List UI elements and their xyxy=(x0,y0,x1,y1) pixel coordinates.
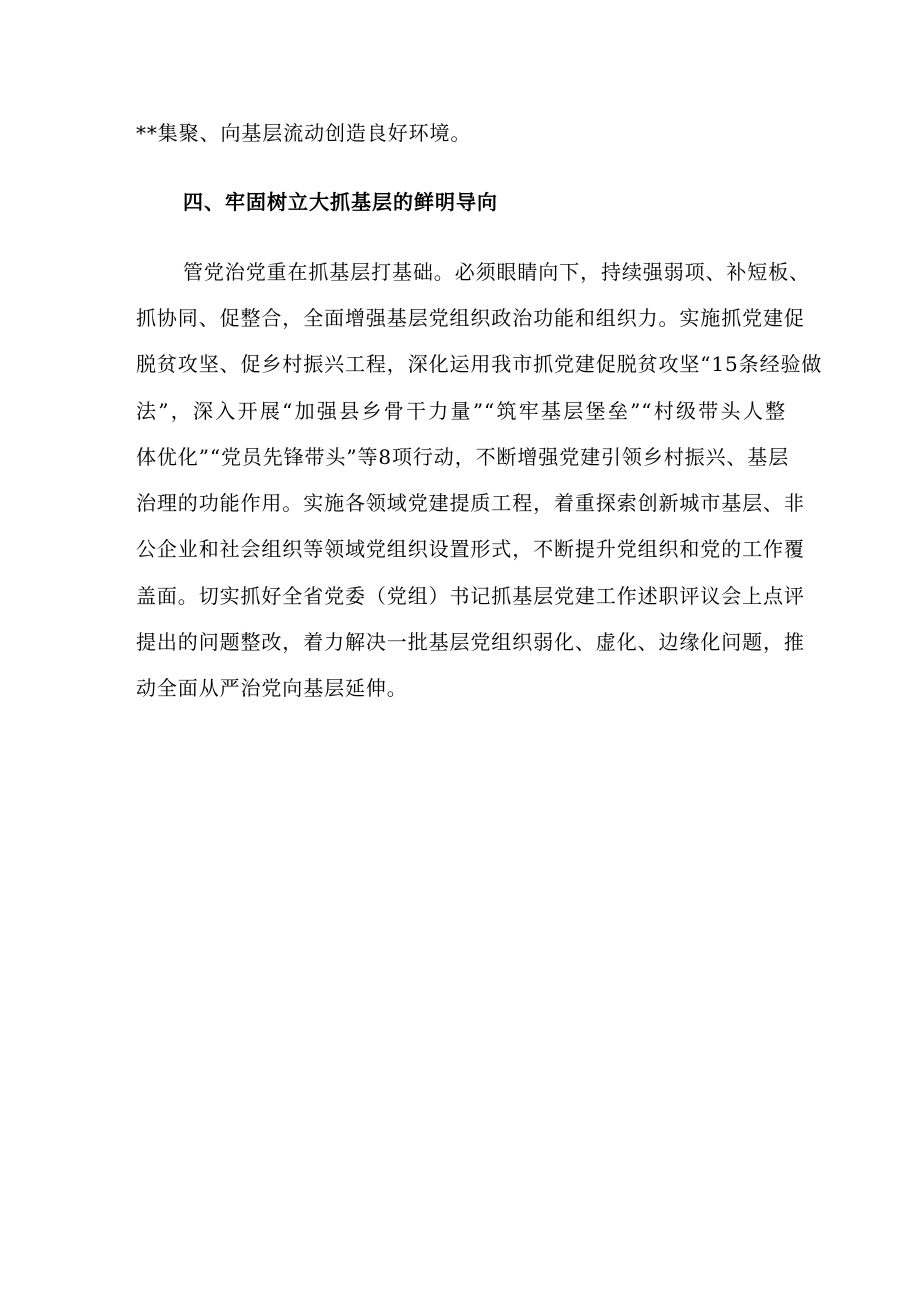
paragraph-line: 盖面。切实抓好全省党委（党组）书记抓基层党建工作述职评议会上点评 xyxy=(136,584,805,608)
paragraph-line: 法”，深入开展“加强县乡骨干力量”“筑牢基层堡垒”“村级带头人整 xyxy=(136,399,786,423)
intro-line: **集聚、向基层流动创造良好环境。 xyxy=(136,121,472,145)
paragraph-line: 提出的问题整改，着力解决一批基层党组织弱化、虚化、边缘化问题，推 xyxy=(136,630,805,654)
paragraph-line: 抓协同、促整合，全面增强基层党组织政治功能和组织力。实施抓党建促 xyxy=(136,306,805,330)
paragraph-line: 治理的功能作用。实施各领域党建提质工程，着重探索创新城市基层、非 xyxy=(136,491,805,515)
paragraph-line: 脱贫攻坚、促乡村振兴工程，深化运用我市抓党建促脱贫攻坚“15条经验做 xyxy=(136,352,823,376)
section-heading: 四、牢固树立大抓基层的鲜明导向 xyxy=(183,190,498,214)
paragraph-line: 体优化”“党员先锋带头”等8项行动，不断增强党建引领乡村振兴、基层 xyxy=(136,445,790,469)
paragraph-line: 公企业和社会组织等领域党组织设置形式，不断提升党组织和党的工作覆 xyxy=(136,537,805,561)
paragraph-line: 管党治党重在抓基层打基础。必须眼睛向下，持续强弱项、补短板、 xyxy=(183,260,810,284)
paragraph-line: 动全面从严治党向基层延伸。 xyxy=(136,676,408,700)
